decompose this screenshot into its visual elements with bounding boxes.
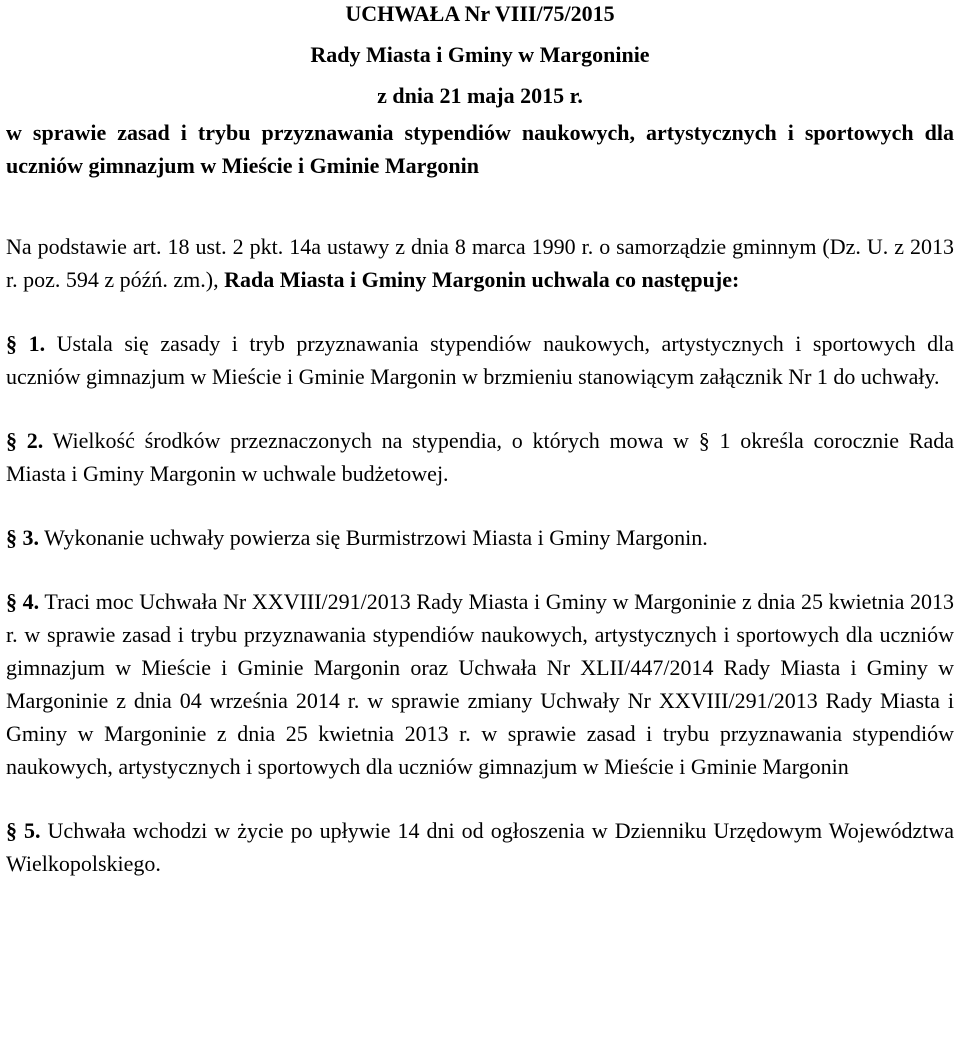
paragraph-number: 1. [28, 331, 46, 356]
resolution-date: z dnia 21 maja 2015 r. [377, 83, 583, 108]
paragraph-5 [6, 814, 954, 880]
document-header [6, 0, 954, 116]
council-name: Rady Miasta i Gminy w Margoninie [310, 42, 650, 67]
paragraph-sign: § [6, 428, 17, 453]
paragraph-number: 4. [22, 589, 40, 614]
paragraph-text: Traci moc Uchwała Nr XXVIII/291/2013 Rady Miasta i Gminy w Margoninie z dnia 25 kwietnia 2013 r. w sprawie zasad i trybu przyznawania stypendiów naukowych, artystycznych i sportowych dla uczniów gimnazjum w Mieście i Gminie Margonin oraz Uchwała Nr XLII/447/2014 Rady Miasta i Gminy w Margoninie z dnia 04 września 2014 r. w sprawie zmiany Uchwały Nr XXVIII/291/2013 Rady Miasta i Gminy w Margoninie z dnia 25 kwietnia 2013 r. w sprawie zasad i trybu przyznawania stypendiów naukowych, artystycznych i sportowych dla uczniów gimnazjum w Mieście i Gminie Margonin [6, 589, 954, 779]
paragraph-1 [6, 327, 954, 393]
paragraph-sign: § [6, 525, 17, 550]
paragraph-3 [6, 521, 954, 554]
paragraph-text: Uchwała wchodzi w życie po upływie 14 dni od ogłoszenia w Dzienniku Urzędowym Województwa Wielkopolskiego. [6, 818, 955, 876]
paragraph-sign: § [6, 589, 17, 614]
paragraph-4 [6, 585, 954, 783]
paragraph-sign: § [6, 818, 17, 843]
legal-basis [6, 230, 954, 296]
legal-basis-text: Na podstawie art. 18 ust. 2 pkt. 14a ustawy z dnia 8 marca 1990 r. o samorządzie gminnym (Dz. U. z 2013 r. poz. 594 z późń. zm.), [6, 234, 954, 292]
resolution-number: UCHWAŁA Nr VIII/75/2015 [345, 1, 615, 26]
paragraph-number: 2. [26, 428, 44, 453]
paragraph-sign: § [6, 331, 17, 356]
paragraph-number: 3. [22, 525, 39, 550]
paragraph-text: Wykonanie uchwały powierza się Burmistrzowi Miasta i Gminy Margonin. [39, 525, 708, 550]
legal-basis-decision: Rada Miasta i Gminy Margonin uchwala co następuje: [224, 267, 740, 292]
paragraph-number: 5. [24, 818, 41, 843]
paragraph-2 [6, 424, 954, 490]
paragraph-text: Wielkość środków przeznaczonych na stypendia, o których mowa w § 1 określa corocznie Rada Miasta i Gminy Margonin w uchwale budżetowej. [6, 428, 955, 486]
paragraph-text: Ustala się zasady i tryb przyznawania stypendiów naukowych, artystycznych i sportowych dla uczniów gimnazjum w Mieście i Gminie Margonin w brzmieniu stanowiącym załącznik Nr 1 do uchwały. [6, 331, 955, 389]
resolution-subject: w sprawie zasad i trybu przyznawania stypendiów naukowych, artystycznych i sportowych dla uczniów gimnazjum w Mieście i Gminie Margonin [6, 120, 954, 178]
